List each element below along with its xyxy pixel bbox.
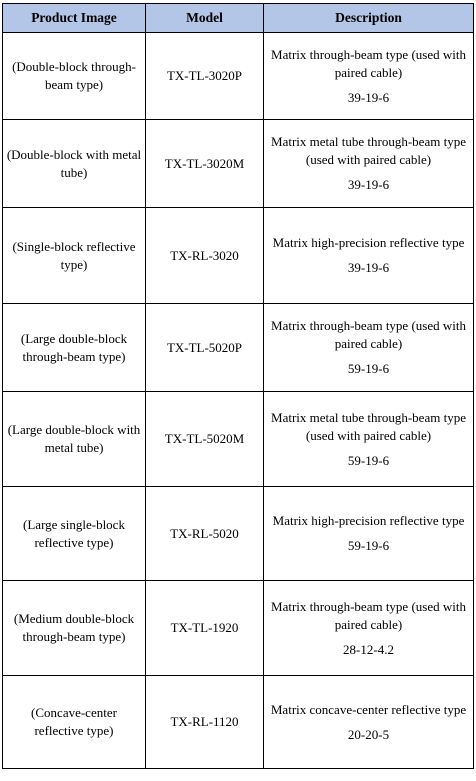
description-cell xyxy=(264,208,474,304)
description-cell xyxy=(264,487,474,581)
table-row xyxy=(3,581,474,676)
product-image-cell: (Double-block with metal tube) xyxy=(3,120,146,208)
dimensions-text: 39-19-6 xyxy=(347,177,390,192)
product-image-cell: (Double-block through-beam type) xyxy=(3,33,146,120)
dimensions-text: 39-19-6 xyxy=(347,89,390,105)
description-text: Matrix concave-center reflective type xyxy=(270,701,467,717)
model-cell: TX-TL-5020M xyxy=(146,392,264,487)
table-row xyxy=(3,208,474,304)
header-product-image: Product Image xyxy=(3,4,146,33)
model-cell: TX-RL-5020 xyxy=(146,487,264,581)
header-description: Description xyxy=(264,4,474,33)
description-cell xyxy=(264,676,474,769)
model-cell: TX-RL-3020 xyxy=(146,208,264,304)
product-table xyxy=(2,3,474,769)
description-text: Matrix through-beam type (used with paired cable) xyxy=(271,46,466,80)
description-text: Matrix high-precision reflective type xyxy=(272,235,465,250)
model-cell: TX-TL-3020M xyxy=(146,120,264,208)
table-row xyxy=(3,33,474,120)
description-text: Matrix high-precision reflective type xyxy=(272,513,465,528)
description-cell xyxy=(264,581,474,676)
description-text: Matrix metal tube through-beam type (used with paired cable) xyxy=(271,409,466,443)
model-cell: TX-TL-5020P xyxy=(146,304,264,392)
product-image-cell: (Concave-center reflective type) xyxy=(3,676,146,769)
model-cell: TX-RL-1120 xyxy=(146,676,264,769)
dimensions-text: 20-20-5 xyxy=(347,726,390,742)
dimensions-text: 59-19-6 xyxy=(347,538,390,553)
table-row xyxy=(3,304,474,392)
dimensions-text: 28-12-4.2 xyxy=(343,641,394,657)
header-row xyxy=(3,4,474,33)
table-row xyxy=(3,676,474,769)
product-image-cell: (Single-block reflective type) xyxy=(3,208,146,304)
table-row xyxy=(3,120,474,208)
product-image-cell: (Medium double-block through-beam type) xyxy=(3,581,146,676)
description-text: Matrix through-beam type (used with paired cable) xyxy=(271,318,466,351)
table-row xyxy=(3,487,474,581)
description-cell xyxy=(264,392,474,487)
description-cell xyxy=(264,33,474,120)
table-row xyxy=(3,392,474,487)
dimensions-text: 59-19-6 xyxy=(347,452,390,468)
model-cell: TX-TL-3020P xyxy=(146,33,264,120)
description-text: Matrix metal tube through-beam type (used with paired cable) xyxy=(271,134,466,167)
header-model: Model xyxy=(146,4,264,33)
product-image-cell: (Large double-block with metal tube) xyxy=(3,392,146,487)
dimensions-text: 39-19-6 xyxy=(347,260,390,275)
description-cell xyxy=(264,304,474,392)
description-cell xyxy=(264,120,474,208)
dimensions-text: 59-19-6 xyxy=(347,361,390,376)
product-image-cell: (Large double-block through-beam type) xyxy=(3,304,146,392)
product-image-cell: (Large single-block reflective type) xyxy=(3,487,146,581)
model-cell: TX-TL-1920 xyxy=(146,581,264,676)
description-text: Matrix through-beam type (used with paired cable) xyxy=(271,598,466,632)
